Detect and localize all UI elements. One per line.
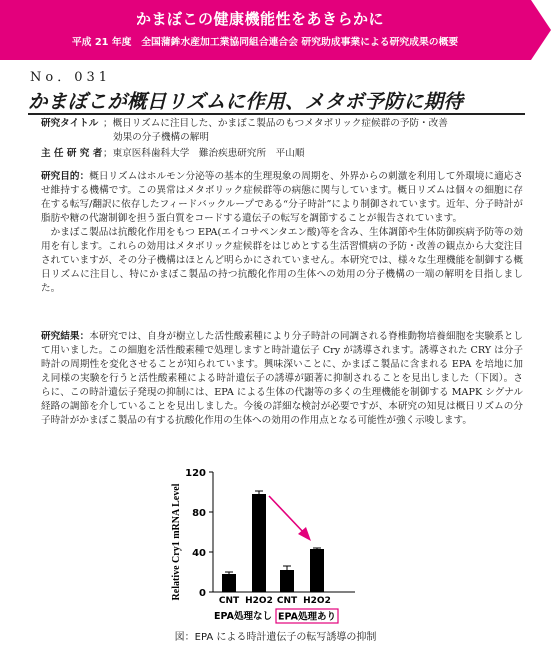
- x-label-h2o2-1: H2O2: [245, 596, 273, 606]
- banner-title: かまぼこの健康機能性をあきらかに: [135, 10, 384, 28]
- decrease-arrow: [269, 496, 311, 541]
- bar: [222, 574, 236, 592]
- research-title-block: 研究タイトル ；概日リズムに注目した、かまぼこ製品のもつメタボリック症候群の予防・改善 効果の分子機構の解明: [41, 118, 448, 143]
- purpose-label: 研究目的: [41, 171, 80, 182]
- x-label-cnt-2: CNT: [276, 596, 298, 606]
- results-section: 研究結果：本研究では、自身が樹立した活性酸素種により分子時計の同調される脊椎動物培養細胞を実験系として用いました。この細胞を活性酸素種で処理しますと時計遺伝子 Cry が誘導されます。誘導された CRY は分子時計の周期性を変化させることが知られています。興味深いことに、かまぼこ製品に含まれる EPA を培地に加え同様の実験を行うと活性酸素種による時計遺伝子の誘導が顕著に抑制されることを見出しました（下図）。さらに、この時計遺伝子発現の抑制には、EPA による生体の代謝等の多くの生理機能を制御する MAPK シグナル経路の調節を介していることを見出しました。今後の詳細な検討が必要ですが、本研究の知見は概日リズムの分子時計がかまぼこ製品の有する抗酸化作用の生体への効用の作用点となる可能性が強く示唆します。: [41, 331, 524, 426]
- results-paragraph: 本研究では、自身が樹立した活性酸素種により分子時計の同調される脊椎動物培養細胞を実験系として用いました。この細胞を活性酸素種で処理しますと時計遺伝子 Cry が誘導されます。誘導された CRY は分子時計の周期性を変化させることが知られています。興味深いことに、かまぼこ製品に含まれる EPA を培地に加え同様の実験を行うと活性酸素種による時計遺伝子の誘導が顕著に抑制されることを見出しました（下図）。さらに、この時計遺伝子発現の抑制には、EPA による生体の代謝等の多くの生理機能を制御する MAPK シグナル経路の調節を介していることを見出しました。今後の詳細な検討が必要ですが、本研究の知見は概日リズムの分子時計がかまぼこ製品の有する抗酸化作用の生体への効用の作用点となる可能性が強く示唆します。: [41, 331, 524, 426]
- y-tick-label: 40: [192, 548, 206, 559]
- headline-underline: [28, 113, 525, 115]
- document-number: No．031: [30, 70, 112, 85]
- bar: [310, 549, 324, 592]
- research-title-line1: 概日リズムに注目した、かまぼこ製品のもつメタボリック症候群の予防・改善: [112, 118, 448, 129]
- banner-subtitle: 平成 21 年度 全国蒲鉾水産加工業協同組合連合会 研究助成事業による研究成果の概要: [71, 37, 459, 48]
- bar: [252, 494, 266, 592]
- bars: [222, 491, 324, 592]
- purpose-paragraph-2: かまぼこ製品は抗酸化作用をもつ EPA(エイコサペンタエン酸)等を含み、生体調節や生体防御疾病予防等の効用を有します。これらの効用はメタボリック症候群をはじめとする生活習慣病の予防・改善の観点から大変注目されていますが、その分子機構はほとんど明らかにされていません。本研究では、様々な生理機能を制御する概日リズムに注目し、特にかまぼこ製品の持つ抗酸化作用の生体への効用の分子機構の一端の解明を目指しました。: [41, 227, 523, 294]
- x-labels: [219, 596, 331, 606]
- researcher-value: 東京医科歯科大学 難治疾患研究所 平山順: [112, 148, 305, 159]
- results-label: 研究結果: [41, 331, 80, 342]
- x-label-h2o2-2: H2O2: [303, 596, 331, 606]
- group-label-without-epa: EPA処理なし: [214, 611, 272, 622]
- group-label-with-epa: EPA処理あり: [278, 611, 336, 623]
- cry1-bar-chart: [165, 462, 385, 628]
- purpose-section: 研究目的：概日リズムはホルモン分泌等の基本的生理現象の周期を、外界からの刺激を利用して外環境に適応させ維持する機構です。この異常はメタボリック症候群等の病態に関与しています。概日リズムは個々の細胞に存在する転写/翻訳に依存したフィードバックループである“分子時計”により制御されています。近年、分子時計が脂肪や糖の代謝制御を担う蛋白質をコードする遺伝子の転写を調節することが報告されています。 かまぼこ製品は抗酸化作用をもつ EPA(エイコサペンタエン酸)等を含み、生体調節や生体防御疾病予防等の効用を有します。これらの効用はメタボリック症候群をはじめとする生活習慣病の予防・改善の観点から大変注目されていますが、その分子機構はほとんど明らかにされていません。本研究では、様々な生理機能を制御する概日リズムに注目し、特にかまぼこ製品の持つ抗酸化作用の生体への効用の分子機構の一端の解明を目指しました。: [41, 171, 524, 294]
- figure-caption: 図：EPA による時計遺伝子の転写誘導の抑制: [174, 632, 377, 643]
- y-tick-label: 80: [192, 508, 206, 519]
- y-axis-label: Relative Cry1 mRNA Level: [171, 483, 182, 601]
- research-title-line2: 効果の分子機構の解明: [113, 132, 209, 143]
- purpose-paragraph-1: 概日リズムはホルモン分泌等の基本的生理現象の周期を、外界からの刺激を利用して外環境に適応させ維持する機構です。この異常はメタボリック症候群等の病態に関与しています。概日リズムは個々の細胞に存在する転写/翻訳に依存したフィードバックループである“分子時計”により制御されています。近年、分子時計が脂肪や糖の代謝制御を担う蛋白質をコードする遺伝子の転写を調節することが報告されています。: [41, 171, 524, 224]
- researcher-label: 主 任 研 究 者: [41, 148, 103, 159]
- researcher-block: 主 任 研 究 者；東京医科歯科大学 難治疾患研究所 平山順: [41, 148, 305, 159]
- headline: かまぼこが概日リズムに作用、メタボ予防に期待: [28, 90, 464, 113]
- x-label-cnt-1: CNT: [218, 596, 240, 606]
- research-title-label: 研究タイトル: [41, 118, 99, 129]
- y-axis-ticks: [185, 468, 213, 599]
- y-tick-label: 120: [185, 468, 206, 479]
- y-tick-label: 0: [199, 588, 206, 599]
